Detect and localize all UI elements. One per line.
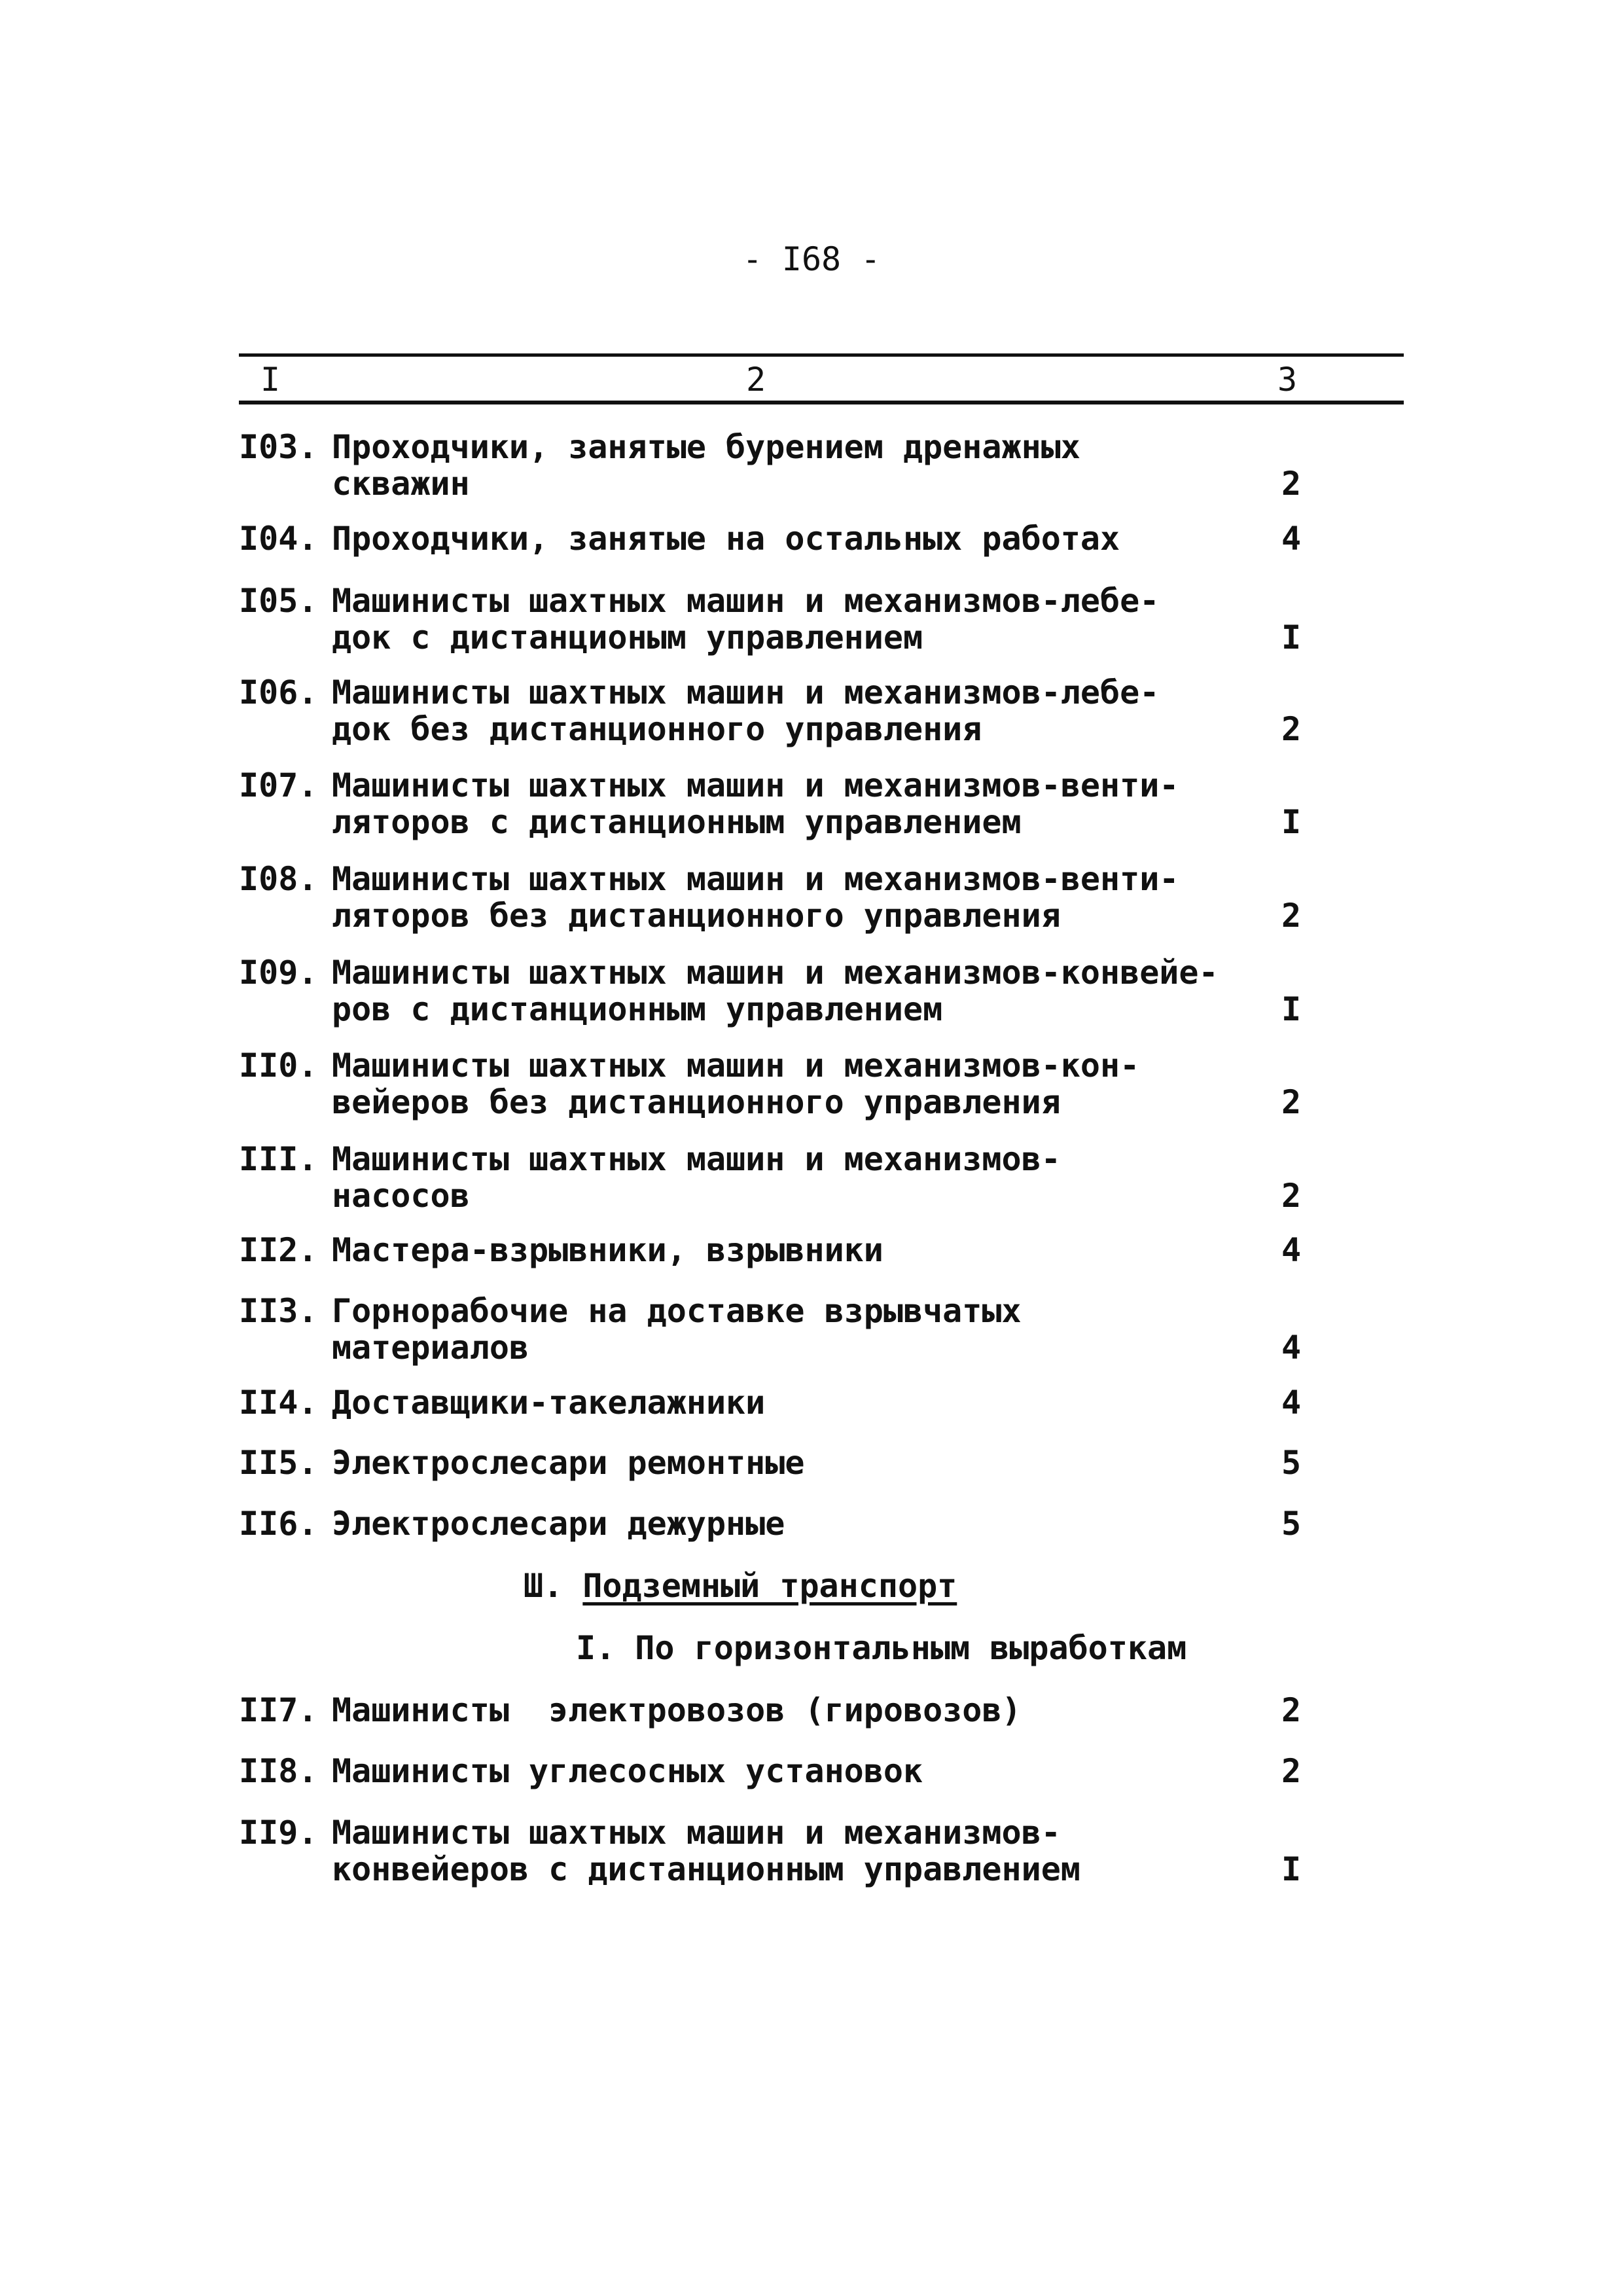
row-value: 4 bbox=[1281, 520, 1302, 558]
table-row bbox=[239, 767, 1404, 840]
row-value: I bbox=[1281, 1850, 1302, 1888]
row-number: II5. bbox=[239, 1444, 318, 1482]
row-text: Машинисты шахтных машин и механизмов-конвейе- ров с дистанционным управлением bbox=[332, 954, 1219, 1028]
row-number: I07. bbox=[239, 766, 318, 804]
section-numeral: Ш. bbox=[524, 1567, 563, 1605]
row-value: 4 bbox=[1281, 1384, 1302, 1422]
table-row bbox=[239, 861, 1404, 934]
row-value: 5 bbox=[1281, 1444, 1302, 1482]
table-row bbox=[239, 954, 1404, 1028]
row-number: I06. bbox=[239, 673, 318, 711]
row-text: Доставщики-такелажники bbox=[332, 1384, 766, 1422]
column-header-3: 3 bbox=[1277, 361, 1298, 399]
table-rule-bottom bbox=[239, 401, 1404, 404]
row-text: Машинисты шахтных машин и механизмов-венти- ляторов без дистанционного управления bbox=[332, 860, 1179, 935]
column-header-1: I bbox=[260, 361, 281, 399]
row-number: I05. bbox=[239, 582, 318, 620]
row-number: II4. bbox=[239, 1384, 318, 1422]
row-value: 2 bbox=[1281, 897, 1302, 935]
table-row bbox=[239, 674, 1404, 747]
section-heading bbox=[0, 1568, 1623, 1604]
row-number: III. bbox=[239, 1140, 318, 1178]
row-number: II8. bbox=[239, 1752, 318, 1790]
table-rule-top bbox=[239, 353, 1404, 357]
row-text: Горнорабочие на доставке взрывчатых материалов bbox=[332, 1292, 1022, 1367]
section-title: Подземный транспорт bbox=[582, 1567, 957, 1605]
row-text: Машинисты электровозов (гировозов) bbox=[332, 1691, 1022, 1729]
table-row bbox=[239, 1293, 1404, 1366]
row-number: I03. bbox=[239, 428, 318, 466]
table-row bbox=[239, 1047, 1404, 1121]
table-row bbox=[239, 1141, 1404, 1214]
column-header-2: 2 bbox=[746, 361, 766, 399]
row-number: II9. bbox=[239, 1814, 318, 1852]
row-number: II2. bbox=[239, 1231, 318, 1269]
row-value: 2 bbox=[1281, 1752, 1302, 1790]
row-number: II3. bbox=[239, 1292, 318, 1330]
row-text: Машинисты шахтных машин и механизмов-кон- вейеров без дистанционного управления bbox=[332, 1047, 1140, 1121]
row-number: I04. bbox=[239, 520, 318, 558]
table-row bbox=[239, 583, 1404, 656]
row-text: Машинисты шахтных машин и механизмов- насосов bbox=[332, 1140, 1061, 1215]
row-number: II6. bbox=[239, 1505, 318, 1543]
row-number: I08. bbox=[239, 860, 318, 898]
row-text: Электрослесари дежурные bbox=[332, 1505, 785, 1543]
row-value: 2 bbox=[1281, 1691, 1302, 1729]
row-value: 2 bbox=[1281, 710, 1302, 748]
row-value: 2 bbox=[1281, 465, 1302, 503]
row-value: 2 bbox=[1281, 1177, 1302, 1215]
row-text: Машинисты шахтных машин и механизмов-венти- ляторов с дистанционным управлением bbox=[332, 766, 1179, 841]
table-row bbox=[239, 429, 1404, 502]
row-value: 4 bbox=[1281, 1231, 1302, 1269]
row-text: Машинисты шахтных машин и механизмов- конвейеров с дистанционным управлением bbox=[332, 1814, 1080, 1888]
table-row bbox=[239, 1814, 1404, 1888]
row-value: 2 bbox=[1281, 1083, 1302, 1121]
row-value: I bbox=[1281, 619, 1302, 656]
row-value: I bbox=[1281, 803, 1302, 841]
page-number: - I68 - bbox=[742, 240, 881, 278]
row-value: 4 bbox=[1281, 1329, 1302, 1367]
row-text: Электрослесари ремонтные bbox=[332, 1444, 805, 1482]
row-value: I bbox=[1281, 990, 1302, 1028]
row-text: Машинисты углесосных установок bbox=[332, 1752, 923, 1790]
row-text: Проходчики, занятые на остальных работах bbox=[332, 520, 1120, 558]
row-number: I09. bbox=[239, 954, 318, 992]
row-text: Проходчики, занятые бурением дренажных скважин bbox=[332, 428, 1080, 503]
row-value: 5 bbox=[1281, 1505, 1302, 1543]
row-text: Мастера-взрывники, взрывники bbox=[332, 1231, 883, 1269]
row-text: Машинисты шахтных машин и механизмов-лебе- док с дистанционым управлением bbox=[332, 582, 1160, 656]
row-number: II0. bbox=[239, 1047, 318, 1085]
subsection-heading: I. По горизонтальным выработкам bbox=[576, 1629, 1187, 1667]
row-text: Машинисты шахтных машин и механизмов-лебе- док без дистанционного управления bbox=[332, 673, 1160, 748]
row-number: II7. bbox=[239, 1691, 318, 1729]
